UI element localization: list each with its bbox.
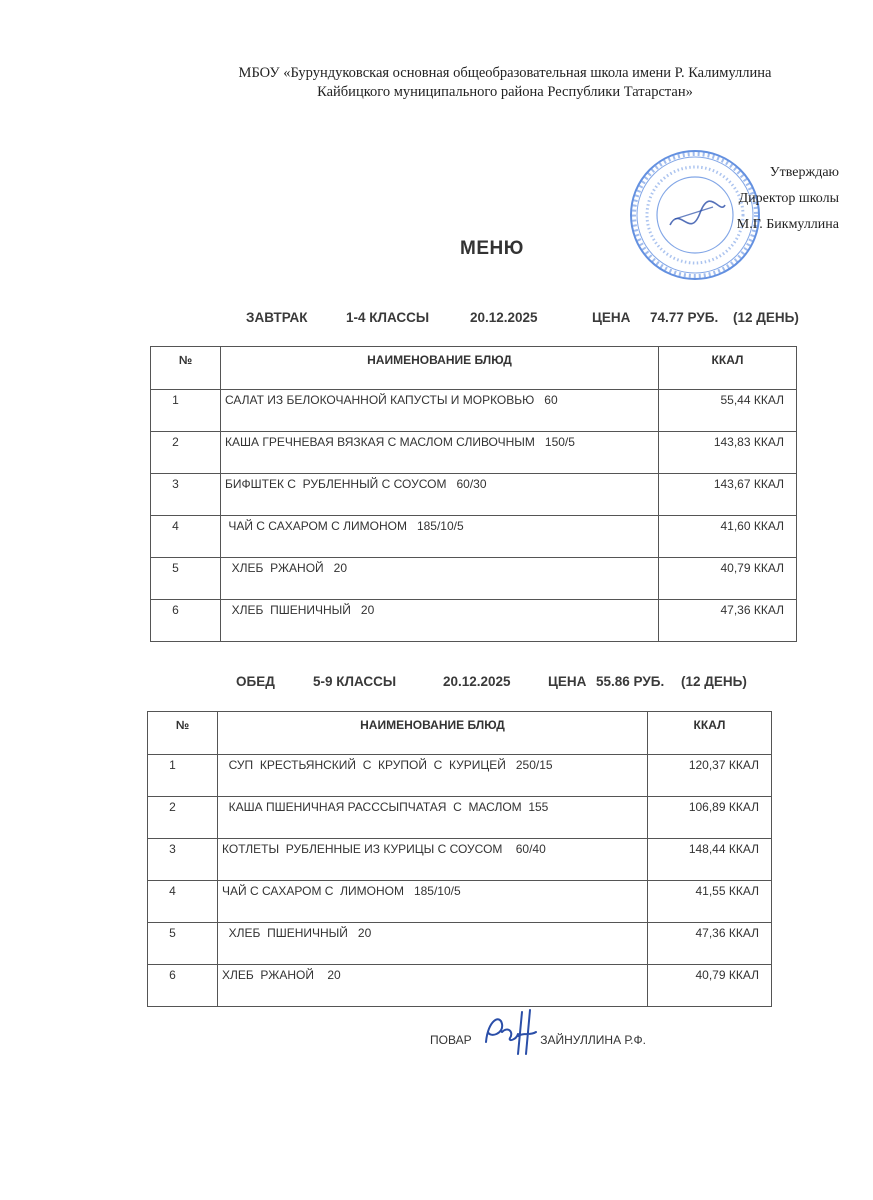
breakfast-day: (12 ДЕНЬ) xyxy=(733,310,799,325)
column-header-kcal: ККАЛ xyxy=(659,347,797,390)
org-name-line-1: МБОУ «Бурундуковская основная общеобразовательная школа имени Р. Калимуллина xyxy=(238,65,772,81)
table-header-row xyxy=(148,712,772,755)
dish-name: КАША ПШЕНИЧНАЯ РАСССЫПЧАТАЯ С МАСЛОМ 155 xyxy=(218,797,648,839)
table-row xyxy=(148,797,772,839)
table-row xyxy=(148,755,772,797)
cook-signature-line xyxy=(430,1033,646,1047)
table-row xyxy=(148,839,772,881)
director-name: М.Г. Бикмуллина xyxy=(736,217,839,232)
lunch-price-label: ЦЕНА xyxy=(548,674,587,689)
lunch-table xyxy=(147,711,772,1007)
cook-signature-mark xyxy=(478,1002,548,1062)
row-number: 3 xyxy=(148,839,218,881)
cook-label: ПОВАР xyxy=(430,1033,472,1047)
breakfast-price: 74.77 РУБ. xyxy=(650,310,719,325)
table-row xyxy=(151,390,797,432)
lunch-classes: 5-9 КЛАССЫ xyxy=(313,674,397,689)
page-title: МЕНЮ xyxy=(460,238,524,259)
dish-kcal: 40,79 ККАЛ xyxy=(648,965,772,1007)
row-number: 5 xyxy=(151,558,221,600)
dish-kcal: 120,37 ККАЛ xyxy=(648,755,772,797)
dish-name: ХЛЕБ РЖАНОЙ 20 xyxy=(221,558,659,600)
table-row xyxy=(148,965,772,1007)
lunch-date: 20.12.2025 xyxy=(443,674,511,689)
table-row xyxy=(151,600,797,642)
row-number: 6 xyxy=(151,600,221,642)
dish-name: БИФШТЕК С РУБЛЕННЫЙ С СОУСОМ 60/30 xyxy=(221,474,659,516)
table-row xyxy=(151,516,797,558)
cook-name: ЗАЙНУЛЛИНА Р.Ф. xyxy=(540,1033,646,1047)
row-number: 6 xyxy=(148,965,218,1007)
dish-name: ХЛЕБ ПШЕНИЧНЫЙ 20 xyxy=(221,600,659,642)
approve-word: Утверждаю xyxy=(769,165,839,180)
dish-kcal: 55,44 ККАЛ xyxy=(659,390,797,432)
dish-kcal: 40,79 ККАЛ xyxy=(659,558,797,600)
dish-name: ЧАЙ С САХАРОМ С ЛИМОНОМ 185/10/5 xyxy=(221,516,659,558)
row-number: 5 xyxy=(148,923,218,965)
row-number: 2 xyxy=(151,432,221,474)
dish-kcal: 143,67 ККАЛ xyxy=(659,474,797,516)
table-row xyxy=(151,558,797,600)
row-number: 1 xyxy=(151,390,221,432)
breakfast-heading xyxy=(0,310,873,330)
table-row xyxy=(148,923,772,965)
dish-name: КОТЛЕТЫ РУБЛЕННЫЕ ИЗ КУРИЦЫ С СОУСОМ 60/40 xyxy=(218,839,648,881)
column-header-number: № xyxy=(151,347,221,390)
dish-name: ЧАЙ С САХАРОМ С ЛИМОНОМ 185/10/5 xyxy=(218,881,648,923)
breakfast-table xyxy=(150,346,797,642)
dish-name: СУП КРЕСТЬЯНСКИЙ С КРУПОЙ С КУРИЦЕЙ 250/15 xyxy=(218,755,648,797)
dish-kcal: 47,36 ККАЛ xyxy=(659,600,797,642)
table-header-row xyxy=(151,347,797,390)
breakfast-price-label: ЦЕНА xyxy=(592,310,631,325)
organization-header xyxy=(150,64,860,102)
director-position: Директор школы xyxy=(738,191,839,206)
dish-kcal: 41,60 ККАЛ xyxy=(659,516,797,558)
breakfast-classes: 1-4 КЛАССЫ xyxy=(346,310,430,325)
row-number: 2 xyxy=(148,797,218,839)
dish-name: КАША ГРЕЧНЕВАЯ ВЯЗКАЯ С МАСЛОМ СЛИВОЧНЫМ 150/5 xyxy=(221,432,659,474)
row-number: 4 xyxy=(148,881,218,923)
table-row xyxy=(151,474,797,516)
breakfast-meal: ЗАВТРАК xyxy=(246,310,308,325)
column-header-kcal: ККАЛ xyxy=(648,712,772,755)
column-header-dish: НАИМЕНОВАНИЕ БЛЮД xyxy=(218,712,648,755)
dish-kcal: 106,89 ККАЛ xyxy=(648,797,772,839)
table-row xyxy=(148,881,772,923)
dish-kcal: 143,83 ККАЛ xyxy=(659,432,797,474)
dish-kcal: 47,36 ККАЛ xyxy=(648,923,772,965)
breakfast-date: 20.12.2025 xyxy=(470,310,538,325)
dish-name: САЛАТ ИЗ БЕЛОКОЧАННОЙ КАПУСТЫ И МОРКОВЬЮ 60 xyxy=(221,390,659,432)
org-name-line-2: Кайбицкого муниципального района Республики Татарстан» xyxy=(317,84,693,100)
row-number: 3 xyxy=(151,474,221,516)
lunch-price: 55.86 РУБ. xyxy=(596,674,665,689)
dish-name: ХЛЕБ РЖАНОЙ 20 xyxy=(218,965,648,1007)
approval-block xyxy=(737,160,839,238)
lunch-day: (12 ДЕНЬ) xyxy=(681,674,747,689)
lunch-meal: ОБЕД xyxy=(236,674,275,689)
column-header-number: № xyxy=(148,712,218,755)
dish-kcal: 148,44 ККАЛ xyxy=(648,839,772,881)
lunch-heading xyxy=(0,674,873,694)
dish-kcal: 41,55 ККАЛ xyxy=(648,881,772,923)
table-row xyxy=(151,432,797,474)
column-header-dish: НАИМЕНОВАНИЕ БЛЮД xyxy=(221,347,659,390)
row-number: 4 xyxy=(151,516,221,558)
row-number: 1 xyxy=(148,755,218,797)
dish-name: ХЛЕБ ПШЕНИЧНЫЙ 20 xyxy=(218,923,648,965)
